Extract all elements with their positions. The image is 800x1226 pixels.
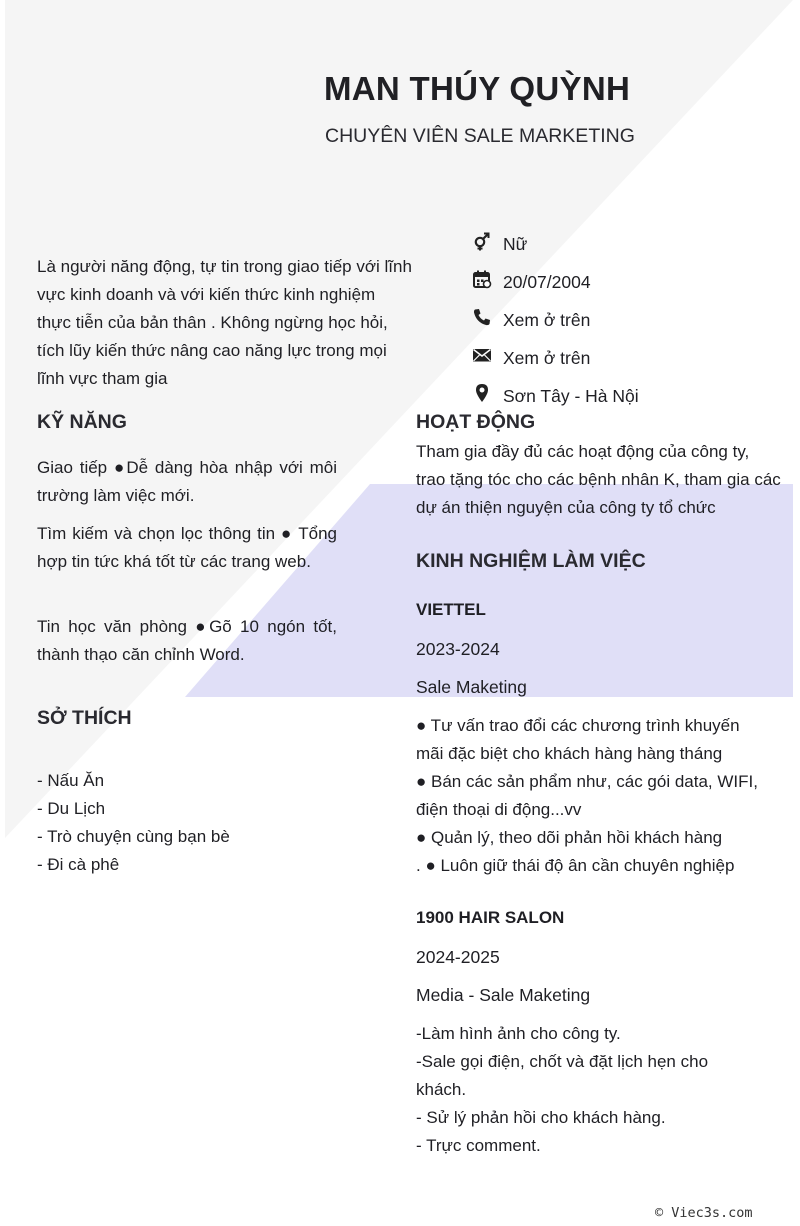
job-company: VIETTEL	[416, 600, 486, 619]
list-item: - Đi cà phê	[37, 855, 120, 874]
job-role: Media - Sale Maketing	[416, 985, 591, 1005]
description-line: -Sale gọi điện, chốt và đặt lịch hẹn cho	[416, 1052, 709, 1071]
hobbies-heading: SỞ THÍCH	[37, 707, 132, 729]
description-line: ● Tư vấn trao đổi các chương trình khuyến	[416, 716, 740, 735]
experience-heading: KINH NGHIỆM LÀM VIỆC	[416, 550, 646, 572]
description-line: mãi đặc biệt cho khách hàng hàng tháng	[416, 744, 723, 763]
job-description	[416, 1020, 786, 1160]
job-period: 2023-2024	[416, 639, 500, 659]
profile-summary: Là người năng động, tự tin trong giao tiếp với lĩnh vực kinh doanh và với kiến thức kinh nghiệm thực tiễn của bản thân . Không ngừng học hỏi, tích lũy kiến thức nâng cao năng lực trong mọi lĩnh vực tham gia	[37, 257, 412, 388]
gender-icon	[472, 231, 494, 253]
skills-heading: KỸ NĂNG	[37, 411, 127, 433]
calendar-icon	[472, 269, 494, 291]
envelope-icon	[472, 345, 494, 367]
description-line: . ● Luôn giữ thái độ ân cần chuyên nghiệp	[416, 856, 735, 875]
activities-heading: HOẠT ĐỘNG	[416, 411, 536, 433]
email-value: Xem ở trên	[503, 348, 591, 368]
job-description	[416, 712, 786, 880]
description-line: ● Bán các sản phẩm như, các gói data, WIFI,	[416, 772, 758, 791]
birthday-value: 20/07/2004	[503, 272, 591, 292]
description-line: - Trực comment.	[416, 1136, 541, 1155]
hobbies-list	[37, 767, 230, 879]
job-title: CHUYÊN VIÊN SALE MARKETING	[325, 125, 635, 147]
list-item: - Trò chuyện cùng bạn bè	[37, 827, 230, 846]
address-value: Sơn Tây - Hà Nội	[503, 386, 639, 406]
description-line: khách.	[416, 1080, 467, 1099]
job-company: 1900 HAIR SALON	[416, 908, 565, 927]
description-line: điện thoại di động...vv	[416, 800, 582, 819]
gender-value: Nữ	[503, 234, 528, 254]
candidate-name: MAN THÚY QUỲNH	[324, 70, 631, 107]
skill-item: Tin học văn phòng ●Gõ 10 ngón tốt, thành thạo căn chỉnh Word.	[37, 617, 337, 664]
description-line: -Làm hình ảnh cho công ty.	[416, 1024, 621, 1043]
skill-item: Tìm kiếm và chọn lọc thông tin ● Tổng hợp tin tức khá tốt từ các trang web.	[37, 524, 337, 571]
job-period: 2024-2025	[416, 947, 500, 967]
location-pin-icon	[472, 383, 494, 405]
phone-icon	[472, 307, 494, 329]
job-role: Sale Maketing	[416, 677, 527, 697]
phone-value: Xem ở trên	[503, 310, 591, 330]
description-line: ● Quản lý, theo dõi phản hồi khách hàng	[416, 828, 723, 847]
list-item: - Nấu Ăn	[37, 771, 105, 790]
copyright-notice: © Viec3s.com	[655, 1205, 753, 1221]
skill-item: Giao tiếp ●Dễ dàng hòa nhập với môi trường làm việc mới.	[37, 458, 337, 505]
list-item: - Du Lịch	[37, 799, 106, 818]
activities-text: Tham gia đầy đủ các hoạt động của công ty, trao tặng tóc cho các bệnh nhân K, tham gia các dự án thiện nguyện của công ty tổ chức	[416, 442, 781, 517]
description-line: - Sử lý phản hồi cho khách hàng.	[416, 1108, 666, 1127]
